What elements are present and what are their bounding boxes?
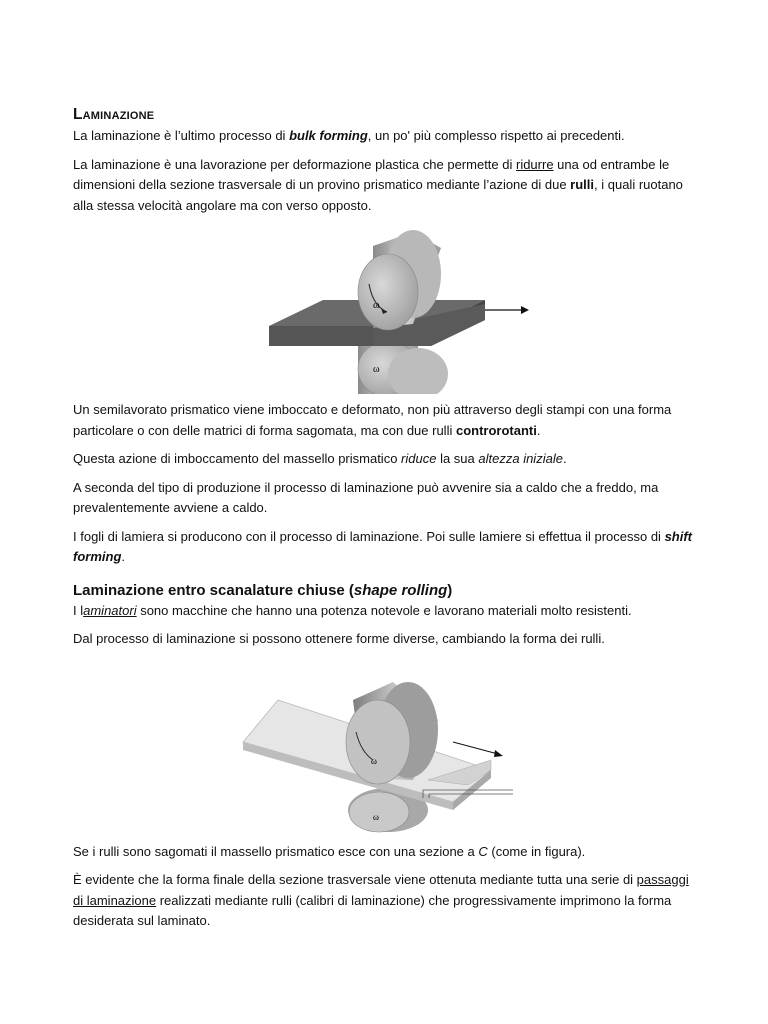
document-page [73, 106, 698, 940]
exit-arrow-head-2 [494, 750, 503, 757]
section2-title-a: Laminazione entro scanalature chiuse ( [73, 581, 354, 599]
laminatori-text-b: sono macchine che hanno una potenza notevole e lavorano materiali molto resistenti. [136, 602, 632, 618]
omega-top-label: ω [373, 300, 380, 311]
imbocco-italic-1: riduce [401, 451, 437, 466]
evidente-paragraph [73, 870, 698, 932]
title-text: Laminazione [73, 106, 155, 123]
intro-text-a: La laminazione è l’ultimo processo di [73, 128, 290, 143]
semi-text-b: . [536, 422, 541, 438]
sagomati-italic: C [478, 843, 488, 859]
def-text-c: , i quali ruotano alla stessa velocità angolare ma con verso opposto. [73, 177, 683, 213]
semilavorato-paragraph [73, 400, 698, 441]
figure-flat-rolling [73, 224, 698, 394]
def-text-b: una od entrambe le dimensioni della sezione trasversale di un provino prismatico mediante l’azione di due [73, 156, 670, 192]
laminatori-underlined: aminatori [83, 602, 137, 618]
def-bold: rulli [570, 177, 595, 192]
semi-bold: controrotanti [455, 422, 537, 438]
omega-bottom-label: ω [373, 364, 380, 375]
flat-rolling-illustration [73, 224, 698, 394]
shape-rolling-illustration [73, 660, 698, 836]
forme-paragraph: Dal processo di laminazione si possono ottenere forme diverse, cambiando la forma dei rulli. [73, 631, 605, 646]
intro-term: bulk forming [289, 128, 368, 143]
exit-arrow-head [521, 306, 529, 314]
laminatori-text-a: I l [73, 602, 84, 618]
section2-title-b: ) [447, 581, 453, 599]
semi-text-a: Un semilavorato prismatico viene imboccato e deformato, non più attraverso degli stampi con una forma particolare o con delle matrici di forma sagomata, ma con due rulli [73, 402, 672, 438]
page-title [73, 106, 698, 124]
fogli-text-b: . [121, 549, 126, 564]
top-roll-2 [346, 682, 438, 784]
exit-arrow-2 [453, 742, 498, 754]
imbocco-text-a: Questa azione di imboccamento del massello prismatico [73, 451, 402, 466]
imbocco-italic-2: altezza iniziale [478, 451, 563, 466]
definition-paragraph [73, 155, 698, 217]
evidente-underlined: passaggi di laminazione [73, 872, 689, 908]
intro-text-b: , un po' più complesso rispetto ai precedenti. [367, 128, 625, 143]
def-underlined: ridurre [515, 156, 554, 172]
omega-bottom-label-2: ω [373, 811, 379, 822]
omega-top-label-2: ω [371, 755, 377, 766]
sagomati-paragraph [73, 842, 698, 863]
def-text-a: La laminazione è una lavorazione per deformazione plastica che permette di [73, 156, 516, 172]
intro-paragraph [73, 126, 698, 147]
bottom-roll [358, 341, 448, 394]
laminatori-paragraph [73, 601, 698, 622]
figure-shape-rolling [73, 660, 698, 836]
section2-title-italic: shape rolling [353, 581, 448, 599]
section-heading-shape-rolling [73, 582, 698, 599]
imbocco-text-c: . [562, 451, 567, 466]
imboccamento-paragraph [73, 449, 698, 470]
caldo-paragraph: A seconda del tipo di produzione il processo di laminazione può avvenire sia a caldo che a freddo, ma prevalentemente avviene a caldo. [73, 479, 659, 515]
fogli-text-a: I fogli di lamiera si producono con il processo di laminazione. Poi sulle lamiere si effettua il processo di [73, 528, 665, 544]
sagomati-text-a: Se i rulli sono sagomati il massello prismatico esce con una sezione a [73, 843, 479, 859]
evidente-text-b: realizzati mediante rulli (calibri di laminazione) che progressivamente imprimono la forma desiderata sul laminato. [73, 892, 672, 928]
fogli-paragraph [73, 527, 698, 568]
sagomati-text-b: (come in figura). [487, 843, 586, 859]
imbocco-text-b: la sua [436, 451, 479, 466]
fogli-term: shift forming [73, 528, 693, 564]
evidente-text-a: È evidente che la forma finale della sezione trasversale viene ottenuta mediante tutta una serie di [73, 872, 637, 887]
